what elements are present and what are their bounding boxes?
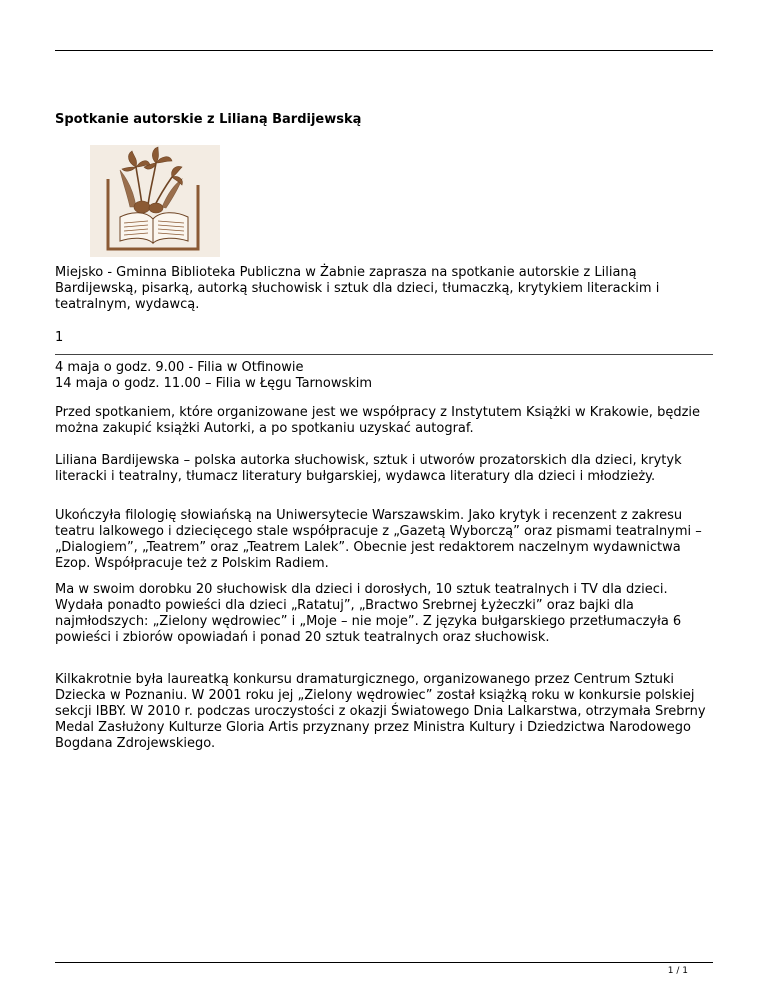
- event-dates: [55, 360, 715, 392]
- paragraph-works: Ma w swoim dorobku 20 słuchowisk dla dzieci i dorosłych, 10 sztuk teatralnych i TV dla dzieci. Wydała ponadto powieści dla dzieci „Ratatuj”, „Bractwo Srebrnej Łyżeczki” oraz bajki dla najmłodszych: „Zielony wędrowiec” i „Moje – nie moje”. Z języka bułgarskiego przetłumaczyła 6 powieści i zbiorów opowiadań i ponad 20 sztuk teatralnych oraz słuchowisk.: [55, 582, 682, 645]
- paragraph-education: Ukończyła filologię słowiańską na Uniwersytecie Warszawskim. Jako krytyk i recenzent z zakresu teatru lalkowego i dziecięcego stale współpracuje z „Gazetą Wyborczą” oraz pismami teatralnymi – „Dialogiem”, „Teatrem” oraz „Teatrem Lalek”. Obecnie jest redaktorem naczelnym wydawnictwa Ezop. Współpracuje też z Polskim Radiem.: [55, 508, 702, 571]
- page-title: Spotkanie autorskie z Lilianą Bardijewską: [55, 112, 362, 127]
- paragraph-before-meeting: Przed spotkaniem, które organizowane jest we współpracy z Instytutem Książki w Krakowie, będzie można zakupić książki Autorki, a po spotkaniu uzyskać autograf.: [55, 405, 701, 436]
- library-logo-iris-book-icon: [90, 145, 220, 257]
- event-date-otfinow: 4 maja o godz. 9.00 - Filia w Otfinowie: [55, 360, 304, 375]
- top-rule: [55, 50, 713, 51]
- paragraph-biography: Liliana Bardijewska – polska autorka słuchowisk, sztuk i utworów prozatorskich dla dzieci, krytyk literacki i teatralny, tłumacz literatury bułgarskiej, wydawca literatury dla dzieci i młodzieży.: [55, 453, 682, 484]
- paragraph-awards: Kilkakrotnie była laureatką konkursu dramaturgicznego, organizowanego przez Centrum Sztuki Dziecka w Poznaniu. W 2001 roku jej „Zielony wędrowiec” został książką roku w konkursie polskiej sekcji IBBY. W 2010 r. podczas uroczystości z okazji Światowego Dnia Lalkarstwa, otrzymała Srebrny Medal Zasłużony Kulturze Gloria Artis przyznany przez Ministra Kultury i Dziedzictwa Narodowego Bogdana Zdrojewskiego.: [55, 672, 706, 751]
- section-number: 1: [55, 330, 64, 345]
- page-indicator: 1 / 1: [667, 966, 688, 976]
- intro-paragraph: Miejsko - Gminna Biblioteka Publiczna w Żabnie zaprasza na spotkanie autorskie z Lilianą Bardijewską, pisarką, autorką słuchowisk i sztuk dla dzieci, tłumaczką, krytykiem literackim i teatralnym, wydawcą.: [55, 265, 660, 312]
- middle-rule: [55, 354, 713, 355]
- bottom-rule: [55, 962, 713, 963]
- event-date-leg-tarnowski: 14 maja o godz. 11.00 – Filia w Łęgu Tarnowskim: [55, 376, 373, 391]
- library-logo: [90, 145, 220, 257]
